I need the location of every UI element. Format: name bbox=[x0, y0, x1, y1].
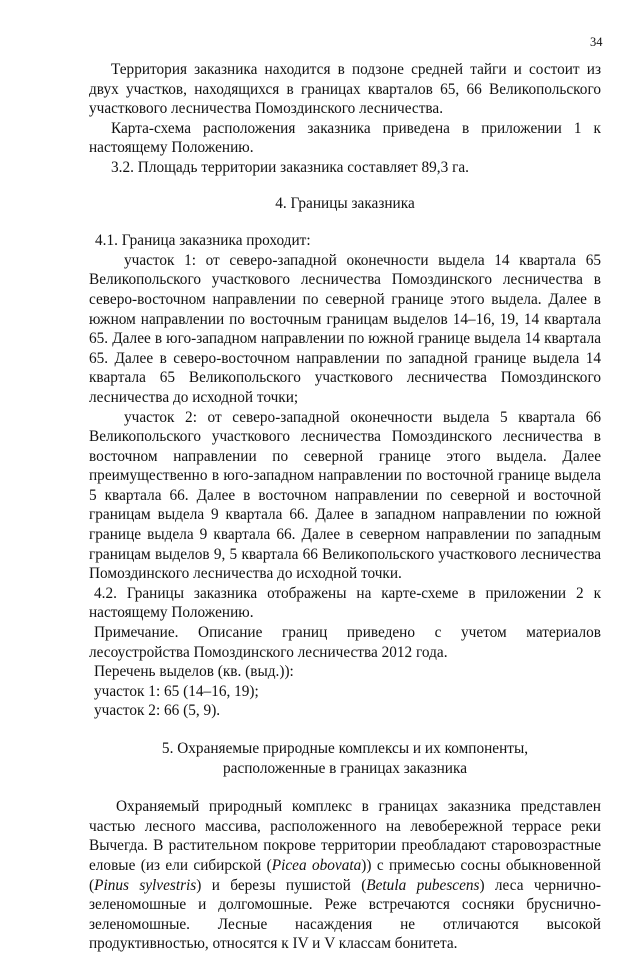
section-5-heading-line-2: расположенные в границах заказника bbox=[223, 759, 467, 777]
section-5-text-b: )) с примесью сосны обыкновенной ( bbox=[89, 856, 601, 894]
boundary-plot-2: участок 2: от северо-западной оконечности выдела 5 квартала 66 Великопольского участкового лесничества Помоздинского лесничества в восточном направлении по северной границе этого выдела. Далее преимущественно в юго-западном направлении по восточной границе выдела 5 квартала 66. Далее в восточном направлении по северной и восточной границам выдела 9 квартала 66. Далее в западном направлении по южной границе выдела 9 квартала 66. Далее в северном направлении по западным границам выделов 9, 5 квартала 66 Великопольского участкового лесничества Помоздинского лесничества до исходной точки. bbox=[89, 408, 601, 583]
page-body bbox=[89, 60, 601, 954]
page-number: 34 bbox=[590, 35, 603, 49]
section-5-text-d: ) леса чернично-зеленомошные и долгомошные. Реже встречаются сосняки бруснично-зеленомошные. Лесные насаждения не отличаются высокой продуктивностью, относятся к IV и V классам бонитета. bbox=[89, 876, 601, 953]
section-5-paragraph bbox=[89, 797, 601, 954]
intro-paragraph-map: Карта-схема расположения заказника приведена в приложении 1 к настоящему Положению. bbox=[89, 119, 601, 157]
plot-list-item-2: участок 2: 66 (5, 9). bbox=[94, 702, 221, 720]
latin-name-pinus: Pinus sylvestris bbox=[94, 876, 197, 894]
intro-paragraph-territory: Территория заказника находится в подзоне средней тайги и состоит из двух участков, находящихся в границах кварталов 65, 66 Великопольского участкового лесничества Помоздинского лесничества. bbox=[89, 61, 601, 118]
plot-list-item-1: участок 1: 65 (14–16, 19); bbox=[94, 682, 259, 700]
plot-list-title: Перечень выделов (кв. (выд.)): bbox=[94, 663, 294, 681]
section-4-1-intro: 4.1. Граница заказника проходит: bbox=[95, 232, 311, 250]
intro-paragraph-area: 3.2. Площадь территории заказника составляет 89,3 га. bbox=[111, 158, 469, 176]
section-4-2-paragraph: 4.2. Границы заказника отображены на карте-схеме в приложении 2 к настоящему Положению. bbox=[89, 584, 601, 622]
note-paragraph: Примечание. Описание границ приведено с учетом материалов лесоустройства Помоздинского лесничества 2012 года. bbox=[89, 624, 601, 661]
section-5-heading-line-1: 5. Охраняемые природные комплексы и их компоненты, bbox=[161, 740, 529, 757]
latin-name-picea: Picea obovata bbox=[271, 856, 362, 874]
section-4-heading: 4. Границы заказника bbox=[275, 194, 415, 212]
latin-name-betula: Betula pubescens bbox=[366, 876, 480, 894]
section-5-text-c: ) и березы пушистой ( bbox=[196, 876, 367, 894]
section-5-text-a: Охраняемый природный комплекс в границах заказника представлен частью лесного массива, расположенного на левобережной террасе реки Вычегда. В растительном покрове территории преобладают старовозрастные еловые (из ели сибирской ( bbox=[89, 798, 601, 874]
boundary-plot-1: участок 1: от северо-западной оконечности выдела 14 квартала 65 Великопольского участкового лесничества Помоздинского лесничества в северо-восточном направлении по северной границе этого выдела. Далее в южном направлении по восточным границам выделов 14–16, 19, 14 квартала 65. Далее в юго-западном направлении по южной границе выдела 14 квартала 65. Далее в северо-восточном направлении по западной границе выдела 14 квартала 65 Великопольского участкового лесничества Помоздинского лесничества до исходной точки; bbox=[89, 251, 601, 406]
